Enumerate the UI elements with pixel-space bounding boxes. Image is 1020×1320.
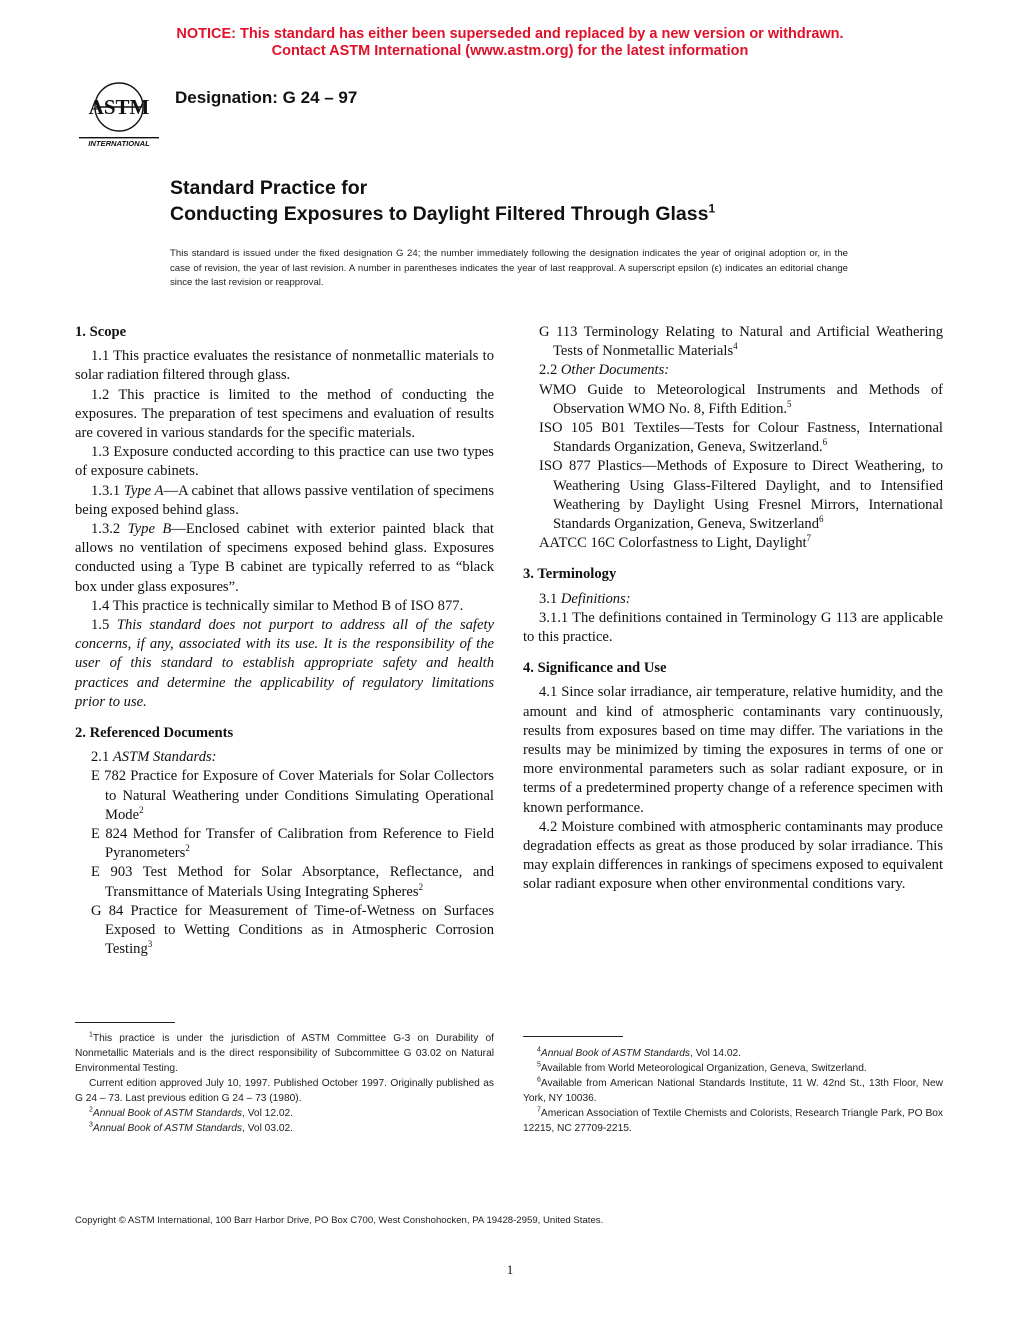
- right-column: [523, 323, 943, 895]
- document-title: [170, 175, 715, 227]
- para-1-1: 1.1 This practice evaluates the resistance of nonmetallic materials to solar radiation filtered through glass.: [75, 348, 494, 384]
- footnote-1-edition: Current edition approved July 10, 1997. Published October 1997. Originally published as G 24 – 73. Last previous edition G 24 – 73 (1980).: [75, 1078, 494, 1104]
- section-3-heading: 3. Terminology: [523, 566, 617, 583]
- footnotes-right: [523, 1046, 943, 1136]
- title-line-2: [170, 201, 715, 227]
- ref-e782: E 782 Practice for Exposure of Cover Materials for Solar Collectors to Natural Weathering under Conditions Simulating Operational Mode$^2$: [91, 768, 494, 823]
- footnote-1: $^1$This practice is under the jurisdiction of ASTM Committee G-3 on Durability of Nonmetallic Materials and is the direct responsibility of Subcommittee G 03.02 on Natural Environmental Testing.: [75, 1031, 494, 1074]
- footnote-rule-left: [75, 1022, 175, 1023]
- para-4-1: 4.1 Since solar irradiance, air temperature, relative humidity, and the amount and kind of atmospheric contaminants vary continuously, results from exposures based on time may differ. The variations in the results may be minimized by timing the exposures in terms of one or more environmental parameters such as solar radiant exposure, or in terms of a predetermined property change of a reference specimen with known performance.: [523, 684, 943, 816]
- ref-e903: E 903 Test Method for Solar Absorptance, Reflectance, and Transmittance of Materials Using Integrating Spheres$^2$: [91, 864, 494, 900]
- para-4-2: 4.2 Moisture combined with atmospheric contaminants may produce degradation effects as great as those produced by solar irradiance. This may explain differences in rankings of specimens exposed to equivalent solar radiant exposure when other environmental conditions vary.: [523, 818, 943, 893]
- notice-line-2: Contact ASTM International (www.astm.org) for the latest information: [271, 42, 749, 59]
- section-1-heading: 1. Scope: [75, 324, 127, 340]
- para-1-3-2: 1.3.2 Type B—Enclosed cabinet with exterior painted black that allows no ventilation of specimens exposed behind glass. Exposures conducted using a Type B cabinet are typically referred to as “black box under glass exposures”.: [75, 521, 494, 595]
- section-2-heading: 2. Referenced Documents: [75, 725, 234, 742]
- footnote-2: $^2$Annual Book of ASTM Standards, Vol 12.02.: [89, 1106, 294, 1119]
- ref-wmo: WMO Guide to Meteorological Instruments and Methods of Observation WMO No. 8, Fifth Edition.$^5$: [539, 381, 943, 417]
- ref-e824: E 824 Method for Transfer of Calibration from Reference to Field Pyranometers$^2$: [91, 826, 494, 862]
- footnotes-left: [75, 1031, 494, 1136]
- notice-line-1: NOTICE: This standard has either been superseded and replaced by a new version or withdrawn.: [176, 26, 844, 42]
- para-3-1: 3.1 Definitions:: [539, 590, 631, 607]
- footnote-5: $^5$Available from World Meteorological Organization, Geneva, Switzerland.: [537, 1061, 867, 1074]
- title-main: Conducting Exposures to Daylight Filtered Through Glass: [170, 203, 709, 225]
- copyright: Copyright © ASTM International, 100 Barr Harbor Drive, PO Box C700, West Conshohocken, PA 19428-2959, United States.: [75, 1215, 604, 1226]
- para-1-3: 1.3 Exposure conducted according to this practice can use two types of exposure cabinets.: [75, 444, 494, 480]
- astm-logo-icon: [76, 76, 162, 150]
- ref-iso105: ISO 105 B01 Textiles—Tests for Colour Fastness, International Standards Organization, Geneva, Switzerland.$^6$: [539, 420, 943, 456]
- section-4-heading: 4. Significance and Use: [523, 660, 667, 677]
- left-column: [75, 323, 494, 960]
- ref-g113: G 113 Terminology Relating to Natural and Artificial Weathering Tests of Nonmetallic Materials$^4$: [539, 324, 943, 360]
- para-2-2: 2.2 Other Documents:: [539, 362, 670, 379]
- para-1-5: 1.5 This standard does not purport to address all of the safety concerns, if any, associated with its use. It is the responsibility of the user of this standard to establish appropriate safety and health practices and determine the applicability of regulatory limitations prior to use.: [75, 617, 494, 710]
- footnote-rule-right: [523, 1036, 623, 1037]
- preamble: This standard is issued under the fixed designation G 24; the number immediately following the designation indicates the year of original adoption or, in the case of revision, the year of last revision. A number in parentheses indicates the year of last reapproval. A superscript epsilon (ϵ) indicates an editorial change since the last revision or reapproval.: [170, 248, 848, 288]
- title-footnote-ref: 1: [708, 201, 716, 216]
- para-3-1-1: 3.1.1 The definitions contained in Terminology G 113 are applicable to this practice.: [523, 609, 943, 646]
- notice-banner: [0, 26, 1020, 59]
- footnote-4: $^4$Annual Book of ASTM Standards, Vol 14.02.: [537, 1046, 742, 1059]
- footnote-6: $^6$Available from American National Standards Institute, 11 W. 42nd St., 13th Floor, New York, NY 10036.: [523, 1076, 943, 1104]
- ref-aatcc: AATCC 16C Colorfastness to Light, Daylight$^7$: [539, 533, 812, 552]
- para-1-4: 1.4 This practice is technically similar to Method B of ISO 877.: [91, 597, 464, 614]
- footnote-3: $^3$Annual Book of ASTM Standards, Vol 03.02.: [89, 1121, 294, 1134]
- logo-subtext: INTERNATIONAL: [88, 139, 150, 148]
- ref-g84: G 84 Practice for Measurement of Time-of-Wetness on Surfaces Exposed to Wetting Conditions as in Atmospheric Corrosion Testing$^3$: [91, 902, 494, 958]
- designation: Designation: G 24 – 97: [175, 88, 358, 107]
- ref-iso877: ISO 877 Plastics—Methods of Exposure to Direct Weathering, to Weathering Using Glass-Filtered Daylight, and to Intensified Weathering by Daylight Using Fresnel Mirrors, International Standards Organization, Geneva, Switzerland$^6$: [539, 458, 943, 533]
- para-1-2: 1.2 This practice is limited to the method of conducting the exposures. The preparation of test specimens and evaluation of results are covered in various standards for the specific materials.: [75, 386, 494, 442]
- title-line-1: Standard Practice for: [170, 177, 368, 199]
- para-1-3-1: 1.3.1 Type A—A cabinet that allows passive ventilation of specimens being exposed behind glass.: [75, 482, 495, 518]
- para-2-1: 2.1 ASTM Standards:: [91, 749, 217, 766]
- footnote-7: $^7$American Association of Textile Chemists and Colorists, Research Triangle Park, PO Box 12215, NC 27709-2215.: [523, 1106, 943, 1134]
- logo-text: ASTM: [88, 95, 150, 119]
- page-number: 1: [506, 1262, 514, 1277]
